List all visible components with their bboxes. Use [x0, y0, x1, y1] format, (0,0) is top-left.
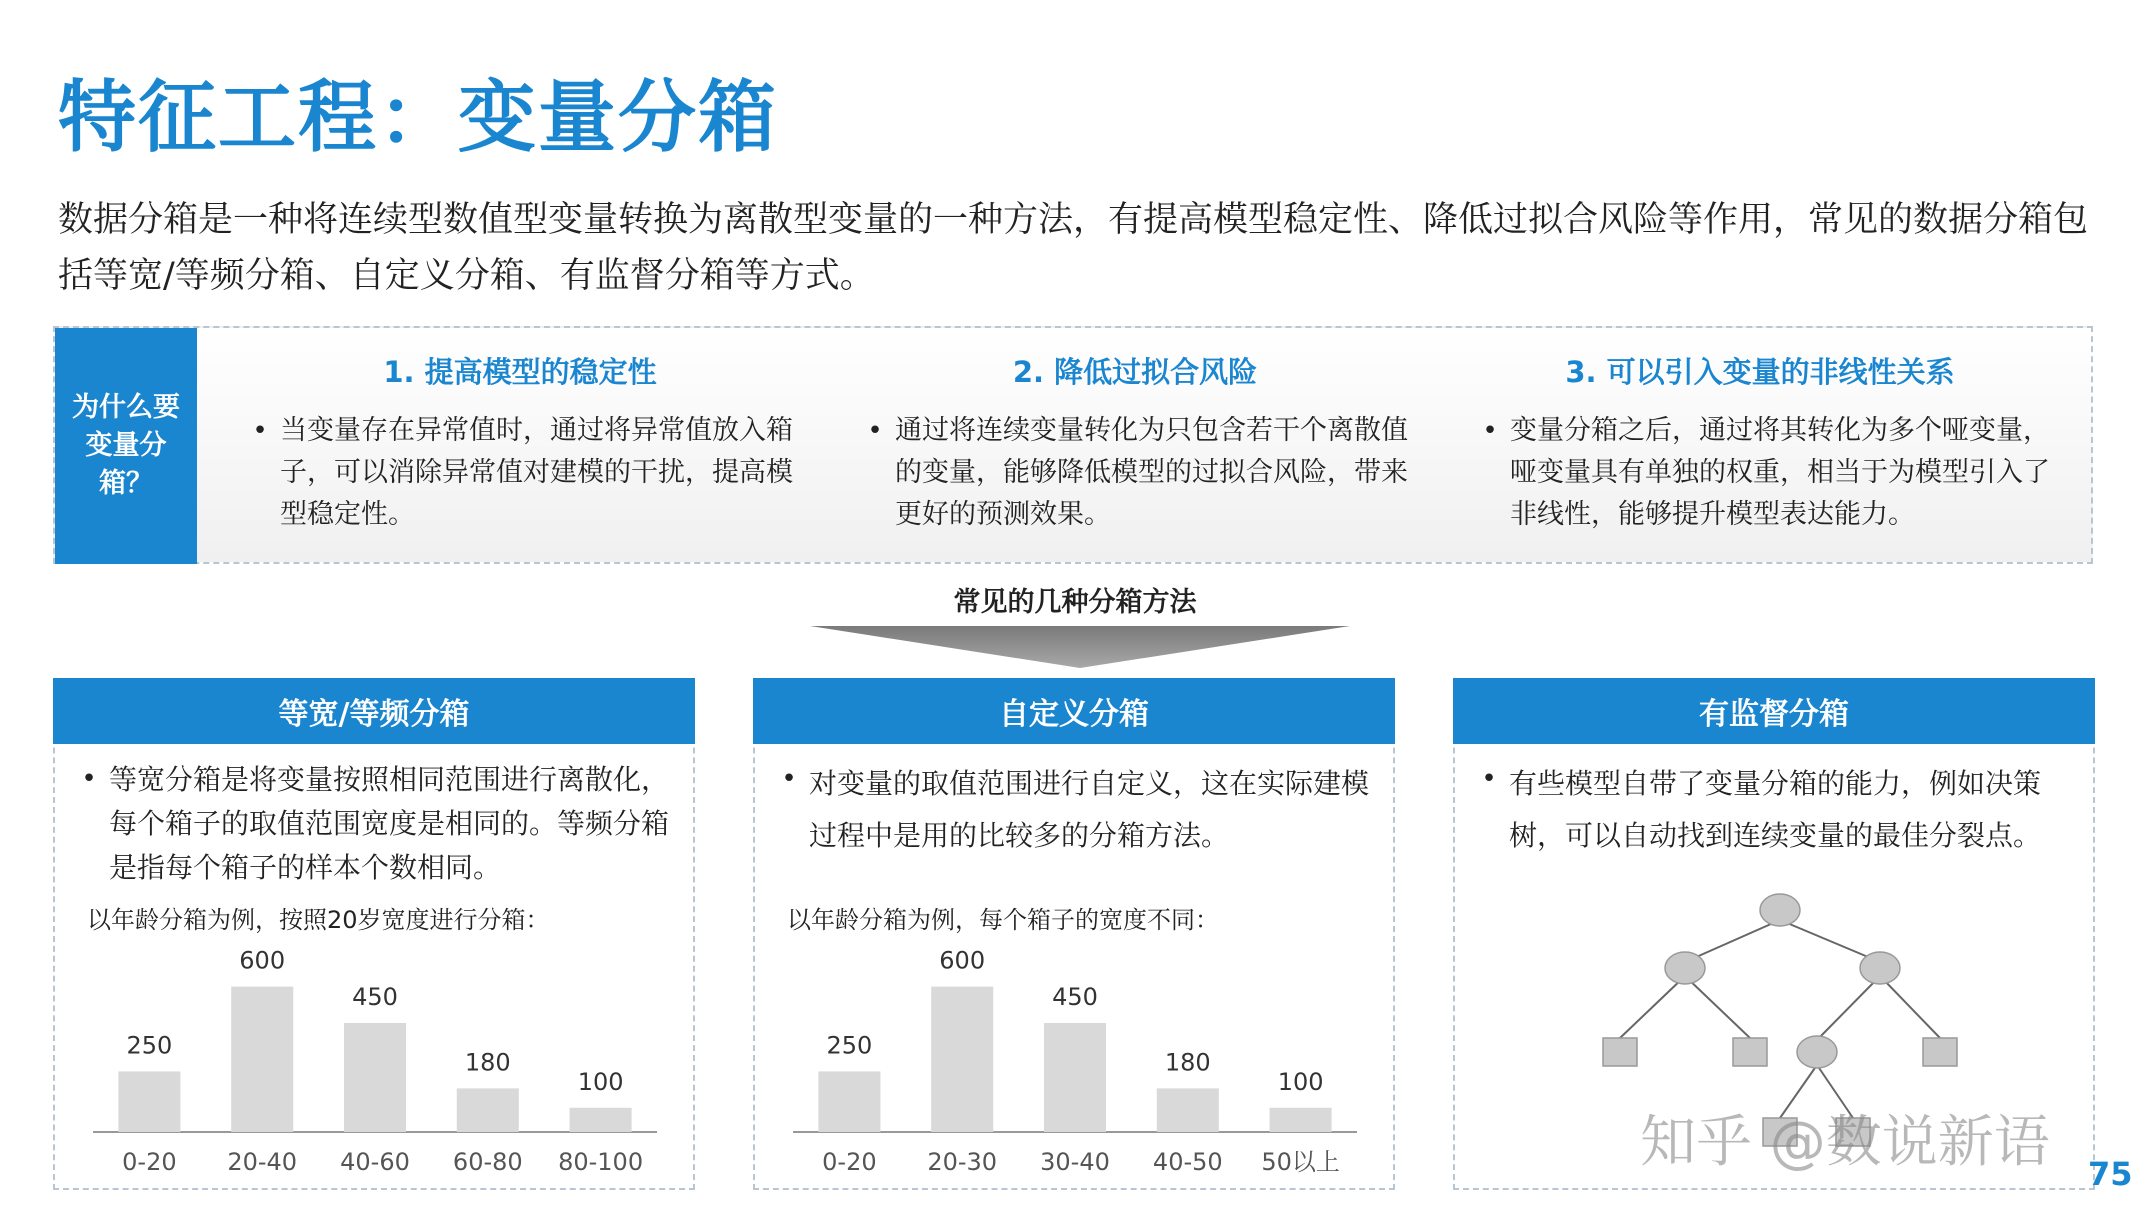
page-number: 75 [2088, 1155, 2133, 1193]
tree-leaf [1603, 1038, 1637, 1066]
bar [1044, 1023, 1106, 1132]
watermark: 知乎 @数说新语 [1640, 1110, 2050, 1175]
tree-node [1860, 952, 1900, 984]
bullet-icon: • [1481, 764, 1497, 794]
down-arrow-icon [810, 622, 1350, 670]
tick-label: 80-100 [558, 1148, 644, 1176]
why-item-stability [240, 350, 800, 536]
why-label: 为什么要变量分箱？ [55, 328, 197, 564]
bar [818, 1071, 880, 1132]
why-item-title: 2. 降低过拟合风险 [1012, 355, 1258, 389]
data-label: 180 [1164, 1048, 1211, 1077]
why-item-text: 通过将连续变量转化为只包含若干个离散值的变量，能够降低模型的过拟合风险，带来更好的预测效果。 [895, 415, 1408, 530]
data-label: 100 [1277, 1067, 1324, 1096]
tree-leaf [1733, 1038, 1767, 1066]
tick-label: 0-20 [822, 1148, 877, 1176]
data-label: 450 [1052, 982, 1098, 1011]
tick-label: 40-60 [340, 1148, 410, 1176]
bar [457, 1088, 519, 1132]
bullet-icon: • [867, 416, 883, 446]
tick-label: 20-40 [227, 1148, 298, 1176]
tick-label: 0-20 [122, 1148, 177, 1176]
tree-node [1665, 952, 1705, 984]
page-title: 特征工程：变量分箱 [58, 73, 779, 163]
why-section [53, 326, 2093, 564]
why-item-overfit [855, 350, 1415, 536]
why-item-title: 3. 可以引入变量的非线性关系 [1565, 355, 1955, 389]
bullet-icon: • [1482, 416, 1498, 446]
panel-title: 有监督分箱 [1453, 678, 2095, 744]
tree-node [1797, 1036, 1837, 1068]
why-item-title: 1. 提高模型的稳定性 [383, 355, 657, 389]
bar [344, 1023, 406, 1132]
bar [1157, 1088, 1219, 1132]
data-label: 100 [577, 1067, 624, 1096]
panel-custom [753, 678, 1395, 1190]
tick-label: 30-40 [1040, 1148, 1110, 1176]
bar [931, 987, 993, 1132]
why-item-text: 当变量存在异常值时，通过将异常值放入箱子，可以消除异常值对建模的干扰，提高模型稳定性。 [280, 415, 793, 530]
bullet-icon: • [252, 416, 268, 446]
panel-title: 自定义分箱 [753, 678, 1395, 744]
bar-chart-equal-width [75, 942, 675, 1182]
panel-text: 有些模型自带了变量分箱的能力，例如决策树，可以自动找到连续变量的最佳分裂点。 [1509, 767, 2042, 852]
tick-label: 50以上 [1261, 1148, 1340, 1176]
chart-caption: 以年龄分箱为例，每个箱子的宽度不同： [787, 906, 1219, 934]
panel-text: 对变量的取值范围进行自定义，这在实际建模过程中是用的比较多的分箱方法。 [809, 767, 1370, 852]
intro-paragraph: 数据分箱是一种将连续型数值型变量转换为离散型变量的一种方法，有提高模型稳定性、降低过拟合风险等作用，常见的数据分箱包括等宽/等频分箱、自定义分箱、有监督分箱等方式。 [58, 200, 2089, 296]
bar-chart-custom [775, 942, 1375, 1182]
data-label: 600 [939, 946, 986, 975]
data-label: 180 [464, 1048, 511, 1077]
chart-caption: 以年龄分箱为例，按照20岁宽度进行分箱： [87, 906, 550, 934]
bar [1270, 1108, 1332, 1132]
data-label: 600 [239, 946, 286, 975]
panel-equal-width [53, 678, 695, 1190]
bar [570, 1108, 632, 1132]
tree-leaf [1923, 1038, 1957, 1066]
data-label: 250 [826, 1031, 873, 1060]
bullet-icon: • [781, 764, 797, 794]
tick-label: 20-30 [927, 1148, 998, 1176]
data-label: 250 [126, 1031, 173, 1060]
bar [231, 987, 293, 1132]
methods-heading: 常见的几种分箱方法 [953, 587, 1197, 618]
bar [118, 1071, 180, 1132]
bullet-icon: • [81, 764, 97, 794]
why-item-nonlinear [1470, 350, 2050, 536]
tree-root-node [1760, 894, 1800, 926]
why-item-text: 变量分箱之后，通过将其转化为多个哑变量，哑变量具有单独的权重，相当于为模型引入了非线性，能够提升模型表达能力。 [1510, 415, 2050, 530]
panel-title: 等宽/等频分箱 [53, 678, 695, 744]
tick-label: 40-50 [1152, 1148, 1223, 1176]
tick-label: 60-80 [452, 1148, 523, 1176]
data-label: 450 [352, 982, 398, 1011]
panel-text: 等宽分箱是将变量按照相同范围进行离散化，每个箱子的取值范围宽度是相同的。等频分箱是指每个箱子的样本个数相同。 [109, 763, 670, 884]
